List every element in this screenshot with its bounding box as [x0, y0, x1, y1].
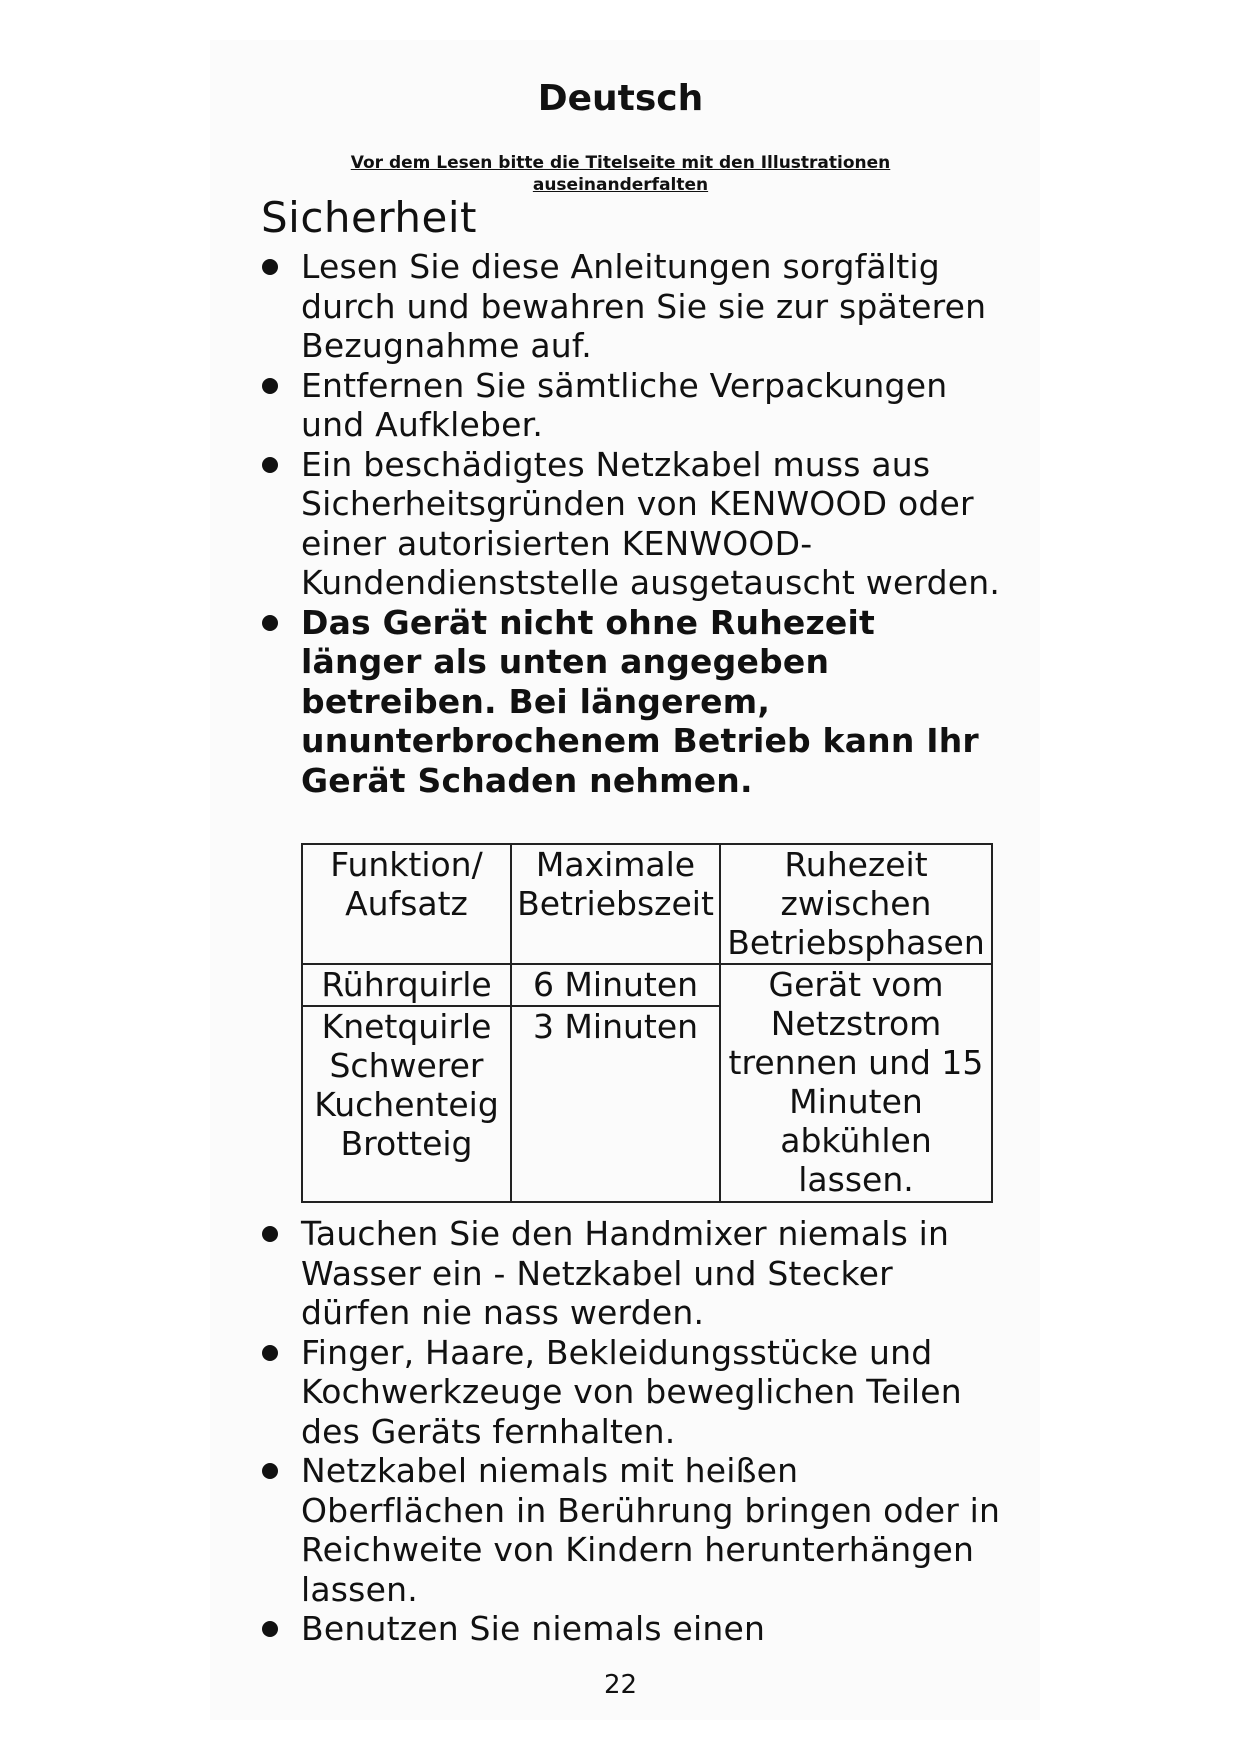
table-header-row — [302, 844, 992, 964]
instruction-line-1: Vor dem Lesen bitte die Titelseite mit den Illustrationen — [350, 153, 891, 173]
list-item-text: Ein beschädigtes Netzkabel muss aus Sicherheitsgründen von KENWOOD oder einer autorisierten KENWOOD-Kundendienststelle ausgetauscht werden. — [301, 444, 1001, 602]
header-rest-time: Ruhezeit zwischen Betriebsphasen — [720, 844, 992, 964]
list-item-text: Netzkabel niemals mit heißen Oberflächen in Berührung bringen oder in Reichweite von Kindern herunterhängen lassen. — [301, 1451, 1001, 1609]
list-item — [261, 366, 1001, 445]
bullet-icon — [262, 457, 278, 473]
cell-max-time: 6 Minuten — [511, 964, 720, 1006]
list-item — [261, 1333, 1001, 1452]
list-item-warning — [261, 603, 1001, 801]
instruction-line-2: auseinanderfalten — [532, 175, 709, 195]
list-item-text: Lesen Sie diese Anleitungen sorgfältig durch und bewahren Sie sie zur späteren Bezugnahme auf. — [301, 247, 987, 365]
list-item — [261, 1609, 1001, 1649]
header-function: Funktion/ Aufsatz — [302, 844, 511, 964]
list-item — [261, 445, 1001, 603]
list-item — [261, 1214, 1001, 1333]
list-item-text: Finger, Haare, Bekleidungsstücke und Kochwerkzeuge von beweglichen Teilen des Geräts fernhalten. — [301, 1332, 962, 1451]
bullet-icon — [262, 1463, 278, 1479]
list-item-text: Benutzen Sie niemals einen — [301, 1609, 766, 1648]
safety-list-top — [261, 247, 1001, 800]
cell-rest-time: Gerät vom Netzstrom trennen und 15 Minuten abkühlen lassen. — [720, 964, 992, 1202]
header-max-time: Maximale Betriebszeit — [511, 844, 720, 964]
bullet-icon — [262, 378, 278, 394]
cell-function: Knetquirle Schwerer Kuchenteig Brotteig — [302, 1006, 511, 1202]
list-item — [261, 1451, 1001, 1609]
list-item — [261, 247, 1001, 366]
bullet-icon — [262, 259, 278, 275]
list-item-text: Tauchen Sie den Handmixer niemals in Wasser ein - Netzkabel und Stecker dürfen nie nass werden. — [301, 1214, 950, 1332]
fold-out-instruction — [0, 152, 1241, 196]
list-item-text: Entfernen Sie sämtliche Verpackungen und Aufkleber. — [301, 365, 948, 444]
bullet-icon — [262, 1226, 278, 1242]
operating-times-table — [301, 843, 993, 1203]
section-title: Sicherheit — [261, 193, 478, 242]
bullet-icon — [262, 1345, 278, 1361]
cell-function: Rührquirle — [302, 964, 511, 1006]
safety-list-bottom — [261, 1214, 1001, 1649]
language-heading: Deutsch — [537, 78, 704, 119]
list-item-text: Das Gerät nicht ohne Ruhezeit länger als unten angegeben betreiben. Bei längerem, ununterbrochenem Betrieb kann Ihr Gerät Schaden nehmen. — [301, 602, 979, 800]
page-number: 22 — [603, 1670, 638, 1700]
bullet-icon — [262, 615, 278, 631]
table-row — [302, 964, 992, 1006]
bullet-icon — [262, 1621, 278, 1637]
cell-max-time: 3 Minuten — [511, 1006, 720, 1202]
